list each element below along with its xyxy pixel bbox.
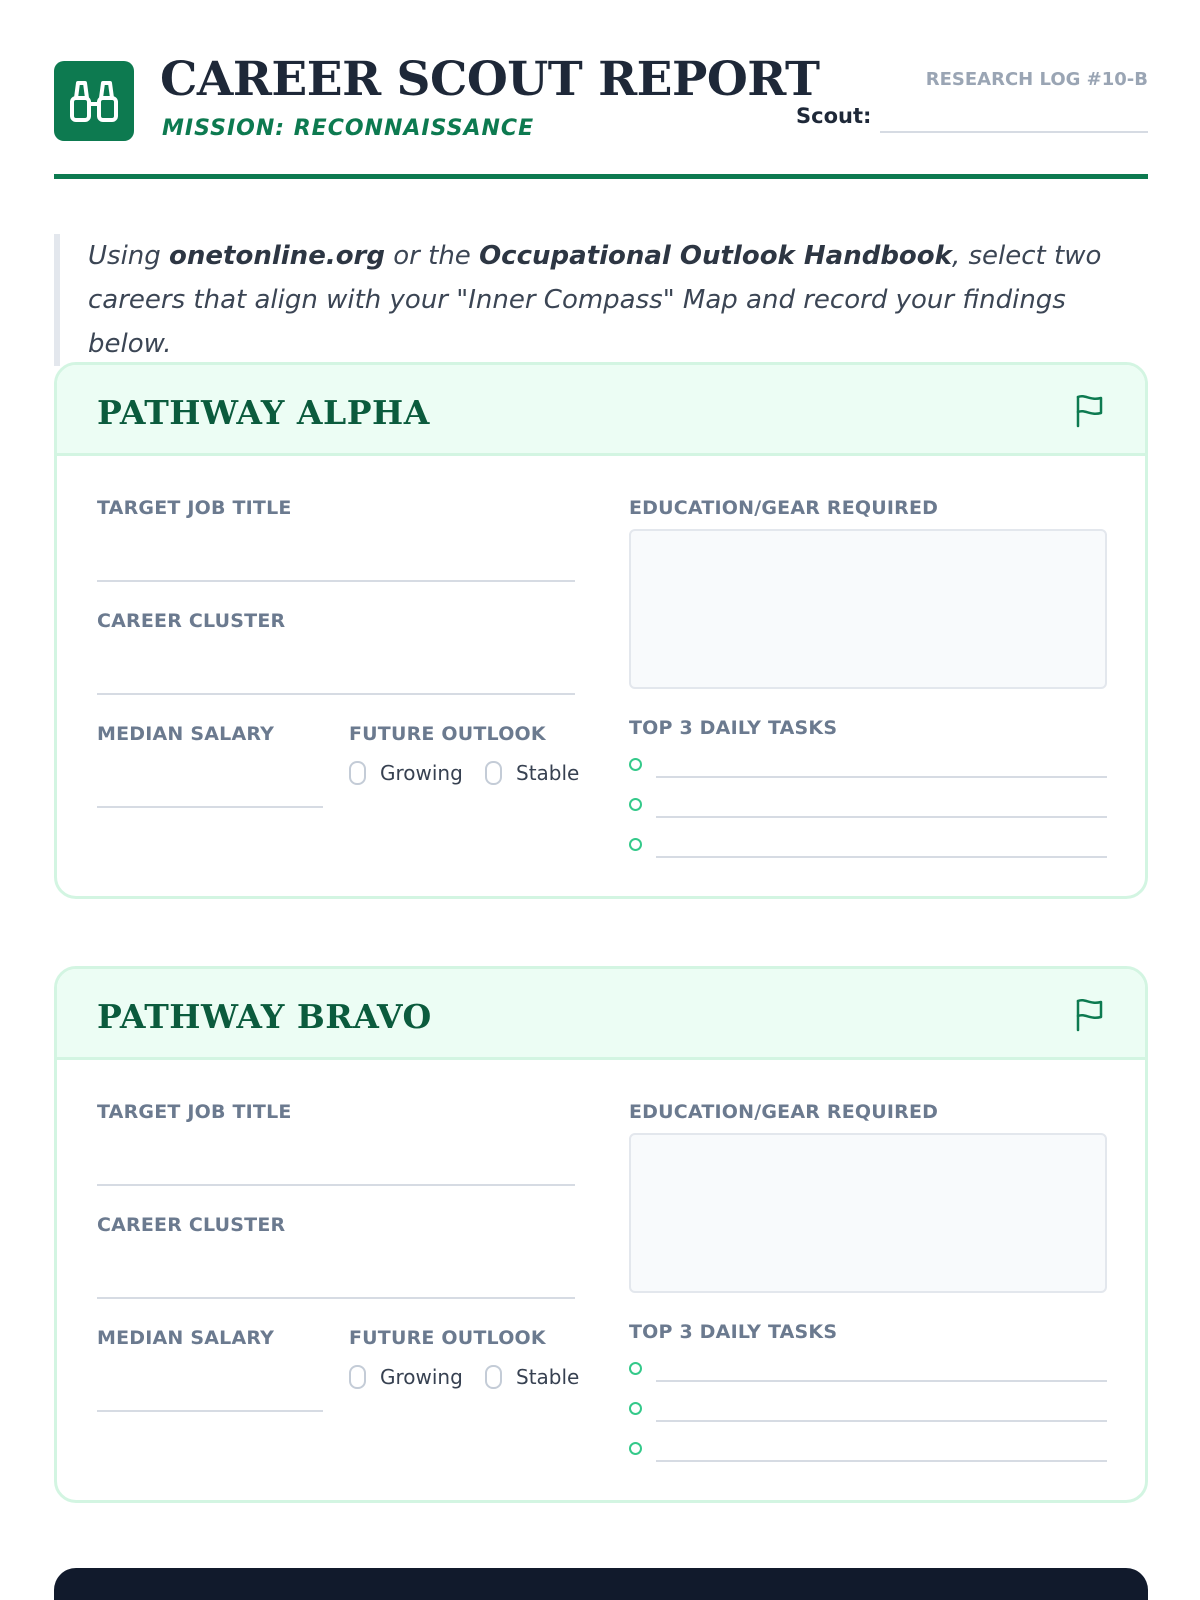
intro-text: Using bbox=[88, 241, 170, 271]
future-outlook-label: FUTURE OUTLOOK bbox=[349, 1327, 546, 1349]
page-subtitle: MISSION: RECONNAISSANCE bbox=[162, 116, 535, 141]
option-label: Stable bbox=[516, 761, 580, 785]
checkbox[interactable] bbox=[485, 1365, 502, 1389]
intro-site: onetonline.org bbox=[169, 241, 385, 271]
outlook-option-stable[interactable] bbox=[485, 1365, 579, 1389]
instructions bbox=[54, 234, 1148, 366]
median-salary-label: MEDIAN SALARY bbox=[97, 1327, 275, 1349]
job-title-label: TARGET JOB TITLE bbox=[97, 497, 292, 519]
future-outlook-label: FUTURE OUTLOOK bbox=[349, 723, 546, 745]
binoculars-icon bbox=[68, 78, 120, 124]
median-salary-field[interactable] bbox=[97, 1410, 323, 1412]
pathway-card-alpha bbox=[54, 362, 1148, 899]
card-title: PATHWAY ALPHA bbox=[97, 393, 430, 432]
header-divider bbox=[54, 174, 1148, 179]
bullet-icon bbox=[629, 758, 642, 771]
outlook-option-growing[interactable] bbox=[349, 1365, 463, 1389]
task-field-3[interactable] bbox=[656, 1460, 1107, 1462]
card-title: PATHWAY BRAVO bbox=[97, 997, 432, 1036]
intro-text: or the bbox=[385, 241, 480, 271]
daily-tasks-label: TOP 3 DAILY TASKS bbox=[629, 717, 838, 739]
daily-tasks-label: TOP 3 DAILY TASKS bbox=[629, 1321, 838, 1343]
career-cluster-field[interactable] bbox=[97, 1297, 575, 1299]
career-cluster-label: CAREER CLUSTER bbox=[97, 610, 286, 632]
option-label: Growing bbox=[380, 1365, 463, 1389]
bullet-icon bbox=[629, 1442, 642, 1455]
education-label: EDUCATION/GEAR REQUIRED bbox=[629, 497, 939, 519]
task-field-3[interactable] bbox=[656, 856, 1107, 858]
option-label: Stable bbox=[516, 1365, 580, 1389]
task-field-2[interactable] bbox=[656, 1420, 1107, 1422]
checkbox[interactable] bbox=[485, 761, 502, 785]
checkbox[interactable] bbox=[349, 761, 366, 785]
research-log-id: RESEARCH LOG #10-B bbox=[925, 69, 1148, 90]
median-salary-label: MEDIAN SALARY bbox=[97, 723, 275, 745]
page-title: CAREER SCOUT REPORT bbox=[160, 52, 820, 107]
education-field[interactable] bbox=[629, 1133, 1107, 1293]
card-header bbox=[57, 969, 1145, 1060]
job-title-field[interactable] bbox=[97, 580, 575, 582]
bullet-icon bbox=[629, 838, 642, 851]
scout-name-field[interactable] bbox=[880, 131, 1148, 133]
scout-label: Scout: bbox=[796, 104, 872, 128]
bottom-panel bbox=[54, 1568, 1148, 1600]
option-label: Growing bbox=[380, 761, 463, 785]
education-label: EDUCATION/GEAR REQUIRED bbox=[629, 1101, 939, 1123]
intro-handbook: Occupational Outlook Handbook bbox=[479, 241, 952, 271]
task-field-2[interactable] bbox=[656, 816, 1107, 818]
task-field-1[interactable] bbox=[656, 776, 1107, 778]
career-cluster-field[interactable] bbox=[97, 693, 575, 695]
flag-icon bbox=[1075, 998, 1105, 1032]
bullet-icon bbox=[629, 1402, 642, 1415]
outlook-option-growing[interactable] bbox=[349, 761, 463, 785]
binoculars-logo bbox=[54, 61, 134, 141]
outlook-option-stable[interactable] bbox=[485, 761, 579, 785]
bullet-icon bbox=[629, 1362, 642, 1375]
job-title-field[interactable] bbox=[97, 1184, 575, 1186]
education-field[interactable] bbox=[629, 529, 1107, 689]
career-cluster-label: CAREER CLUSTER bbox=[97, 1214, 286, 1236]
task-field-1[interactable] bbox=[656, 1380, 1107, 1382]
flag-icon bbox=[1075, 394, 1105, 428]
median-salary-field[interactable] bbox=[97, 806, 323, 808]
job-title-label: TARGET JOB TITLE bbox=[97, 1101, 292, 1123]
intro-text: , select two careers that align with your "Inner Compass" Map and record your findings below. bbox=[88, 241, 1102, 359]
card-header bbox=[57, 365, 1145, 456]
pathway-card-bravo bbox=[54, 966, 1148, 1503]
bullet-icon bbox=[629, 798, 642, 811]
checkbox[interactable] bbox=[349, 1365, 366, 1389]
